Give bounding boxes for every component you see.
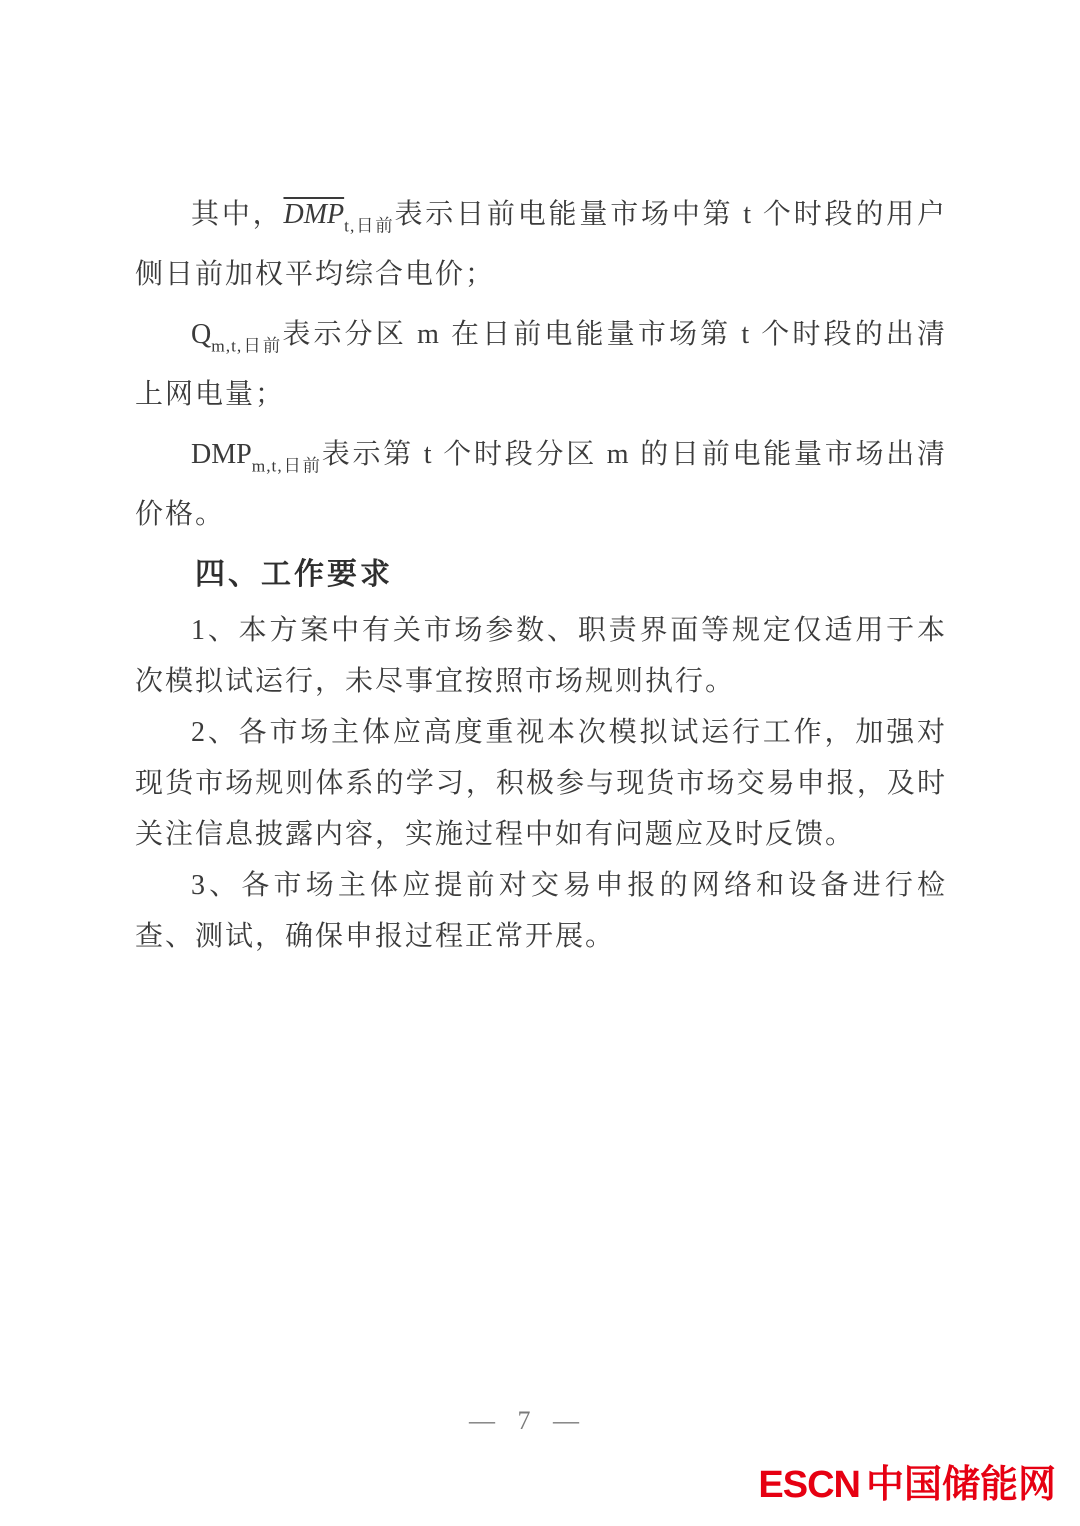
page-number: — 7 — [469, 1406, 587, 1435]
formula-subscript: m,t,日前 [251, 456, 322, 476]
paragraph-dmp-clearing-price [135, 425, 947, 545]
formula-variable-q: Q [191, 319, 212, 350]
formula-lead-text: 其中， [191, 199, 284, 230]
work-requirement-item-2: 2、各市场主体应高度重视本次模拟试运行工作，加强对现货市场规则体系的学习，积极参与现货市场交易申报，及时关注信息披露内容，实施过程中如有问题应及时反馈。 [135, 717, 947, 850]
formula-description-text: 表示分区 m 在日前电能量市场第 t 个时段的出清上网电量； [135, 319, 947, 410]
formula-subscript: t,日前 [344, 216, 395, 236]
paragraph-q-cleared-energy [135, 305, 947, 425]
formula-description-text: 表示第 t 个时段分区 m 的日前电能量市场出清价格。 [135, 439, 947, 530]
document-body [135, 185, 947, 962]
work-requirement-item-1: 1、本方案中有关市场参数、职责界面等规定仅适用于本次模拟试运行，未尽事宜按照市场规则执行。 [135, 615, 947, 697]
work-requirement-item-3: 3、各市场主体应提前对交易申报的网络和设备进行检查、测试，确保申报过程正常开展。 [135, 870, 947, 952]
formula-variable-dmp-overline: $\overline{DMP}$ [283, 199, 345, 230]
escn-logo-zh-text: 中国储能网 [865, 1464, 1056, 1506]
formula-subscript: m,t,日前 [211, 336, 283, 356]
escn-logo [758, 1462, 1056, 1508]
escn-logo-en-text: ESCN [758, 1464, 860, 1506]
paragraph-dmp-average-price [135, 185, 947, 305]
formula-variable-dmp: DMP [191, 439, 252, 470]
section-heading-work-requirements: 四、工作要求 [195, 558, 393, 591]
formula-description-text: 表示日前电能量市场中第 t 个时段的用户侧日前加权平均综合电价； [135, 199, 947, 290]
